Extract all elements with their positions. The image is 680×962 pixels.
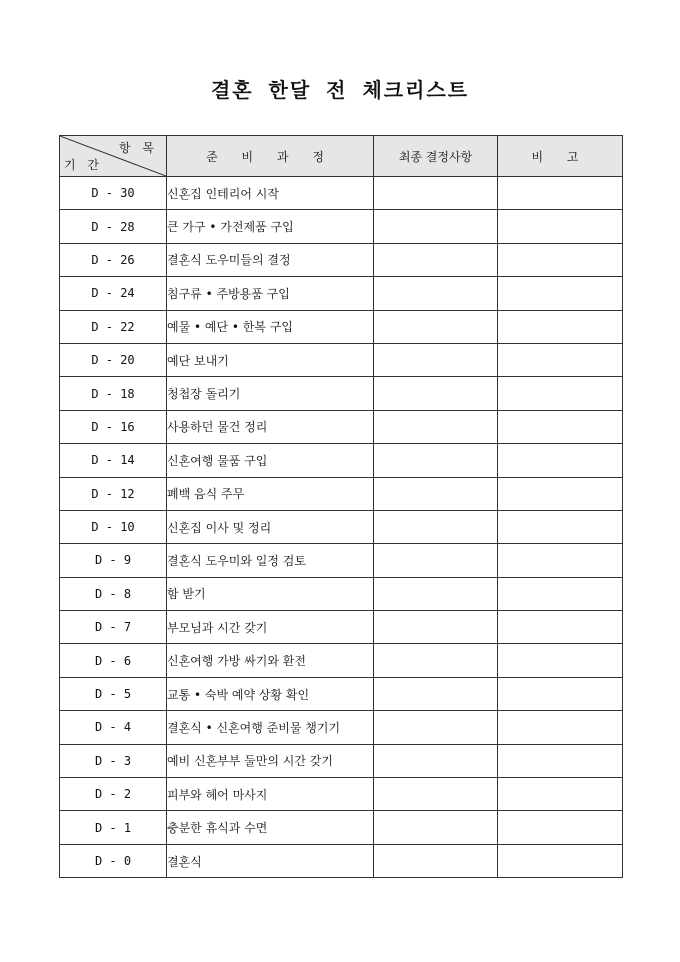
table-row — [60, 343, 623, 376]
period-cell: D - 28 — [60, 210, 167, 243]
checklist-table — [59, 135, 623, 878]
period-cell: D - 1 — [60, 811, 167, 844]
note-cell — [498, 811, 623, 844]
checklist-body — [60, 177, 623, 878]
task-cell: 결혼식 도우미와 일정 검토 — [167, 544, 374, 577]
note-cell — [498, 177, 623, 210]
table-row — [60, 310, 623, 343]
period-cell: D - 30 — [60, 177, 167, 210]
page-title: 결혼 한달 전 체크리스트 — [210, 78, 470, 102]
note-cell — [498, 611, 623, 644]
task-cell: 청첩장 돌리기 — [167, 377, 374, 410]
table-row — [60, 510, 623, 543]
decision-cell — [374, 844, 498, 877]
task-cell: 폐백 음식 주무 — [167, 477, 374, 510]
period-cell: D - 3 — [60, 744, 167, 777]
decision-cell — [374, 644, 498, 677]
table-row — [60, 210, 623, 243]
header-note-label: 비 고 — [531, 149, 589, 164]
table-row — [60, 611, 623, 644]
header-task-label: 준 비 과 정 — [206, 149, 334, 164]
period-cell: D - 9 — [60, 544, 167, 577]
decision-cell — [374, 410, 498, 443]
note-cell — [498, 577, 623, 610]
decision-cell — [374, 310, 498, 343]
task-cell: 침구류 • 주방용품 구입 — [167, 277, 374, 310]
task-cell: 신혼여행 가방 싸기와 환전 — [167, 644, 374, 677]
table-row — [60, 744, 623, 777]
table-row — [60, 477, 623, 510]
header-decision-label: 최종 결정사항 — [398, 149, 473, 164]
note-cell — [498, 644, 623, 677]
header-period-label: 기 간 — [64, 158, 103, 172]
table-row — [60, 577, 623, 610]
period-cell: D - 22 — [60, 310, 167, 343]
task-cell: 신혼집 이사 및 정리 — [167, 510, 374, 543]
period-cell: D - 2 — [60, 778, 167, 811]
task-cell: 큰 가구 • 가전제품 구입 — [167, 210, 374, 243]
task-cell: 피부와 헤어 마사지 — [167, 778, 374, 811]
decision-cell — [374, 243, 498, 276]
decision-cell — [374, 778, 498, 811]
table-row — [60, 243, 623, 276]
table-row — [60, 644, 623, 677]
header-item-label: 항 목 — [119, 141, 158, 155]
decision-cell — [374, 577, 498, 610]
task-cell: 결혼식 도우미들의 결정 — [167, 243, 374, 276]
table-row — [60, 544, 623, 577]
decision-cell — [374, 210, 498, 243]
decision-cell — [374, 711, 498, 744]
decision-cell — [374, 377, 498, 410]
task-cell: 사용하던 물건 정리 — [167, 410, 374, 443]
period-cell: D - 14 — [60, 444, 167, 477]
note-cell — [498, 844, 623, 877]
decision-cell — [374, 744, 498, 777]
task-cell: 결혼식 — [167, 844, 374, 877]
table-row — [60, 377, 623, 410]
decision-cell — [374, 811, 498, 844]
task-cell: 교통 • 숙박 예약 상황 확인 — [167, 677, 374, 710]
note-cell — [498, 477, 623, 510]
table-row — [60, 444, 623, 477]
table-row — [60, 844, 623, 877]
note-cell — [498, 310, 623, 343]
table-row — [60, 277, 623, 310]
table-row — [60, 410, 623, 443]
period-cell: D - 10 — [60, 510, 167, 543]
task-cell: 부모님과 시간 갖기 — [167, 611, 374, 644]
note-cell — [498, 377, 623, 410]
note-cell — [498, 444, 623, 477]
period-cell: D - 26 — [60, 243, 167, 276]
note-cell — [498, 210, 623, 243]
decision-cell — [374, 177, 498, 210]
note-cell — [498, 277, 623, 310]
note-cell — [498, 677, 623, 710]
note-cell — [498, 410, 623, 443]
note-cell — [498, 243, 623, 276]
table-row — [60, 811, 623, 844]
period-cell: D - 7 — [60, 611, 167, 644]
decision-cell — [374, 444, 498, 477]
table-row — [60, 177, 623, 210]
note-cell — [498, 544, 623, 577]
task-cell: 예비 신혼부부 둘만의 시간 갖기 — [167, 744, 374, 777]
table-row — [60, 778, 623, 811]
table-row — [60, 711, 623, 744]
header-task — [167, 136, 374, 177]
decision-cell — [374, 611, 498, 644]
task-cell: 신혼집 인테리어 시작 — [167, 177, 374, 210]
header-row — [60, 136, 623, 177]
period-cell: D - 24 — [60, 277, 167, 310]
task-cell: 신혼여행 물품 구입 — [167, 444, 374, 477]
table-row — [60, 677, 623, 710]
decision-cell — [374, 677, 498, 710]
decision-cell — [374, 277, 498, 310]
task-cell: 예단 보내기 — [167, 343, 374, 376]
task-cell: 예물 • 예단 • 한복 구입 — [167, 310, 374, 343]
period-cell: D - 5 — [60, 677, 167, 710]
task-cell: 충분한 휴식과 수면 — [167, 811, 374, 844]
header-corner-cell — [60, 136, 167, 177]
period-cell: D - 12 — [60, 477, 167, 510]
decision-cell — [374, 343, 498, 376]
note-cell — [498, 711, 623, 744]
period-cell: D - 20 — [60, 343, 167, 376]
period-cell: D - 0 — [60, 844, 167, 877]
period-cell: D - 6 — [60, 644, 167, 677]
note-cell — [498, 744, 623, 777]
header-note — [498, 136, 623, 177]
header-decision — [374, 136, 498, 177]
decision-cell — [374, 544, 498, 577]
note-cell — [498, 778, 623, 811]
period-cell: D - 4 — [60, 711, 167, 744]
period-cell: D - 18 — [60, 377, 167, 410]
decision-cell — [374, 510, 498, 543]
task-cell: 결혼식 • 신혼여행 준비물 챙기기 — [167, 711, 374, 744]
period-cell: D - 8 — [60, 577, 167, 610]
note-cell — [498, 510, 623, 543]
period-cell: D - 16 — [60, 410, 167, 443]
decision-cell — [374, 477, 498, 510]
task-cell: 함 받기 — [167, 577, 374, 610]
note-cell — [498, 343, 623, 376]
